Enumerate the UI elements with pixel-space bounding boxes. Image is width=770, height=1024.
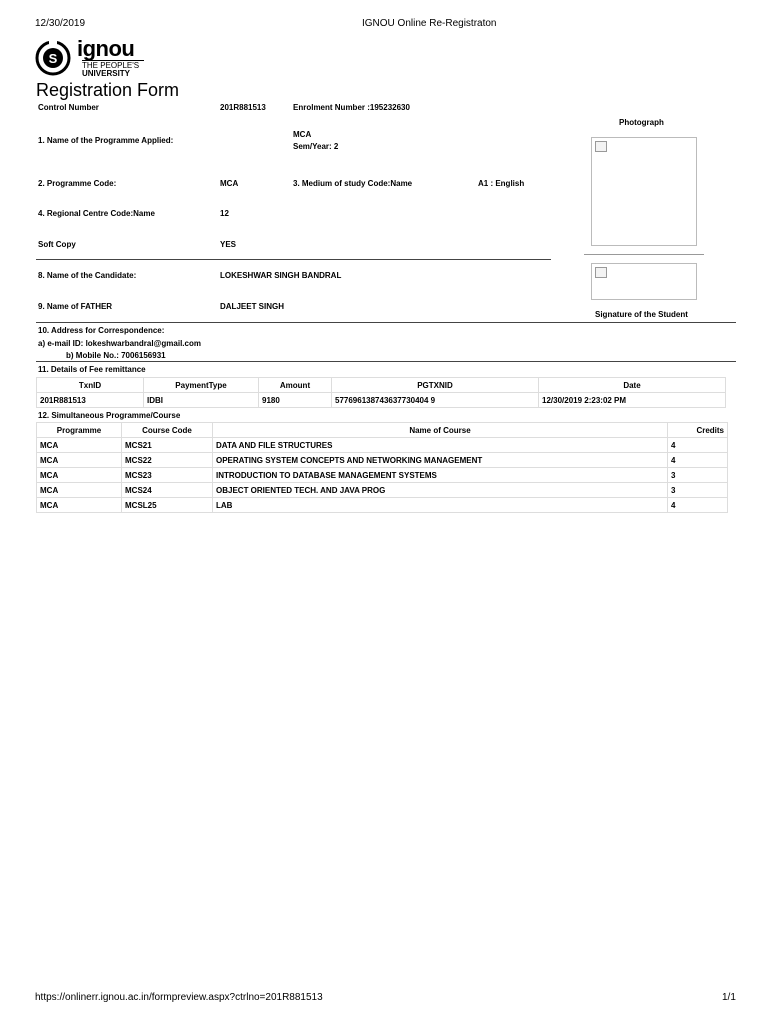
table-cell: IDBI xyxy=(144,393,259,408)
print-title: IGNOU Online Re-Registraton xyxy=(362,18,497,29)
table-cell: MCA xyxy=(37,468,122,483)
divider xyxy=(36,322,736,323)
regional-centre-label: 4. Regional Centre Code:Name xyxy=(38,209,155,218)
table-cell: MCA xyxy=(37,438,122,453)
table-cell: MCA xyxy=(37,453,122,468)
col-header: TxnID xyxy=(37,378,144,393)
footer-page-number: 1/1 xyxy=(722,992,736,1003)
programme-value: MCA xyxy=(293,130,312,139)
table-cell: MCA xyxy=(37,483,122,498)
fee-table-header xyxy=(37,378,726,393)
table-cell: 12/30/2019 2:23:02 PM xyxy=(539,393,726,408)
course-table xyxy=(36,422,728,513)
medium-label: 3. Medium of study Code:Name xyxy=(293,179,413,188)
table-row xyxy=(37,393,726,408)
regional-centre-value: 12 xyxy=(220,209,229,218)
col-header: PaymentType xyxy=(144,378,259,393)
candidate-value: LOKESHWAR SINGH BANDRAL xyxy=(220,271,342,280)
logo-wordmark: ignou xyxy=(77,36,135,61)
broken-image-icon xyxy=(595,267,607,278)
col-header: Course Code xyxy=(122,423,213,438)
table-row xyxy=(37,483,728,498)
divider xyxy=(36,361,736,362)
table-row xyxy=(37,498,728,513)
table-cell: OPERATING SYSTEM CONCEPTS AND NETWORKING MANAGEMENT xyxy=(213,453,668,468)
sem-year-value: Sem/Year: 2 xyxy=(293,142,339,151)
soft-copy-value: YES xyxy=(220,240,237,249)
course-table-header xyxy=(37,423,728,438)
table-cell: MCS23 xyxy=(122,468,213,483)
table-cell: LAB xyxy=(213,498,668,513)
table-cell: 9180 xyxy=(259,393,332,408)
ignou-logo xyxy=(35,38,145,80)
col-header: Programme xyxy=(37,423,122,438)
table-cell: 4 xyxy=(668,498,728,513)
print-date: 12/30/2019 xyxy=(35,18,86,29)
broken-image-icon xyxy=(595,141,607,152)
soft-copy-label: Soft Copy xyxy=(38,240,76,249)
table-cell: MCS24 xyxy=(122,483,213,498)
col-header: Credits xyxy=(668,423,728,438)
enrolment-number: Enrolment Number :195232630 xyxy=(293,103,410,112)
programme-code-value: MCA xyxy=(220,179,239,188)
table-cell: OBJECT ORIENTED TECH. AND JAVA PROG xyxy=(213,483,668,498)
fee-remittance-label: 11. Details of Fee remittance xyxy=(38,365,146,374)
signature-label: Signature of the Student xyxy=(595,310,688,319)
control-number-label: Control Number xyxy=(38,103,99,112)
father-label: 9. Name of FATHER xyxy=(38,302,113,311)
table-cell: MCS21 xyxy=(122,438,213,453)
col-header: PGTXNID xyxy=(332,378,539,393)
simultaneous-label: 12. Simultaneous Programme/Course xyxy=(38,411,181,420)
table-cell: 4 xyxy=(668,453,728,468)
table-cell: DATA AND FILE STRUCTURES xyxy=(213,438,668,453)
table-cell: INTRODUCTION TO DATABASE MANAGEMENT SYSTEMS xyxy=(213,468,668,483)
programme-label: 1. Name of the Programme Applied: xyxy=(38,136,174,145)
signature-box xyxy=(591,263,697,300)
father-value: DALJEET SINGH xyxy=(220,302,285,311)
divider xyxy=(36,259,551,260)
table-cell: 3 xyxy=(668,483,728,498)
table-cell: 4 xyxy=(668,438,728,453)
svg-text:S: S xyxy=(48,51,58,66)
logo-line1: THE PEOPLE'S xyxy=(82,61,140,70)
table-cell: MCS22 xyxy=(122,453,213,468)
table-cell: MCA xyxy=(37,498,122,513)
table-cell: 3 xyxy=(668,468,728,483)
fee-table xyxy=(36,377,726,408)
address-label: 10. Address for Correspondence: xyxy=(38,326,165,335)
ignou-emblem-icon xyxy=(35,38,71,78)
col-header: Date xyxy=(539,378,726,393)
programme-code-label: 2. Programme Code: xyxy=(38,179,117,188)
email-value: a) e-mail ID: lokeshwarbandral@gmail.com xyxy=(38,339,201,348)
table-row xyxy=(37,438,728,453)
table-cell: 201R881513 xyxy=(37,393,144,408)
col-header: Name of Course xyxy=(213,423,668,438)
candidate-label: 8. Name of the Candidate: xyxy=(38,271,137,280)
table-cell: MCSL25 xyxy=(122,498,213,513)
mobile-value: b) Mobile No.: 7006156931 xyxy=(66,351,166,360)
table-cell: 577696138743637730404 9 xyxy=(332,393,539,408)
divider xyxy=(584,254,704,255)
col-header: Amount xyxy=(259,378,332,393)
footer-url: https://onlinerr.ignou.ac.in/formpreview.aspx?ctrlno=201R881513 xyxy=(35,992,323,1003)
table-row xyxy=(37,453,728,468)
photograph-box xyxy=(591,137,697,246)
photograph-label: Photograph xyxy=(619,118,664,127)
medium-value: A1 : English xyxy=(478,179,525,188)
form-title: Registration Form xyxy=(36,80,180,100)
logo-line2: UNIVERSITY xyxy=(82,69,131,78)
table-row xyxy=(37,468,728,483)
control-number-value: 201R881513 xyxy=(220,103,266,112)
